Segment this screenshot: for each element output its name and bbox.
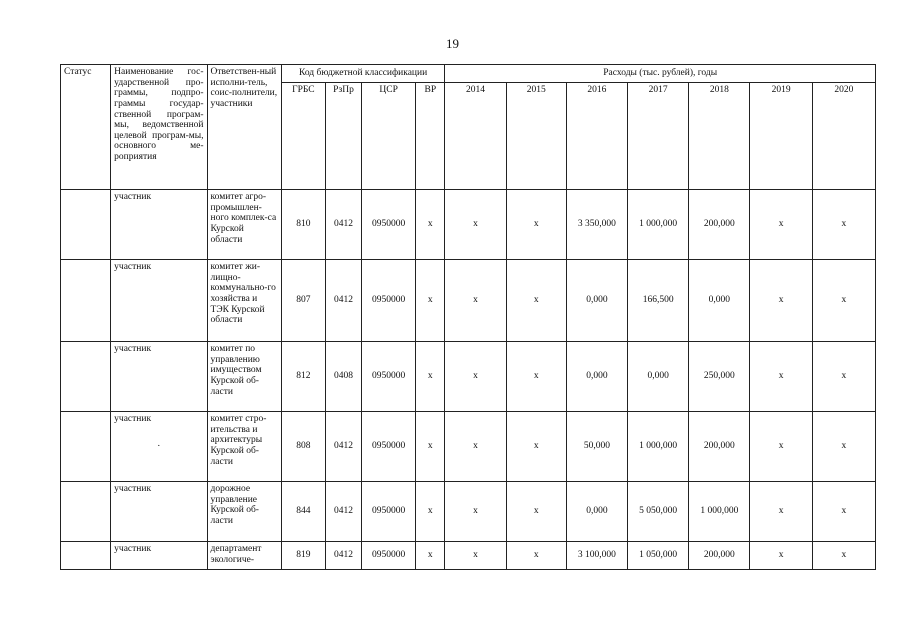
expense-2017: 1 000,000 <box>628 412 689 482</box>
page-number: 19 <box>446 36 459 51</box>
header-year-2017: 2017 <box>628 83 689 190</box>
stray-mark: . <box>157 438 161 449</box>
executor-name: комитет жи-лищно-коммунально-го хозяйства и ТЭК Курской области <box>207 260 281 342</box>
header-year-2016: 2016 <box>566 83 627 190</box>
expense-2015: х <box>506 260 566 342</box>
expense-2014: х <box>445 190 506 260</box>
expense-2017: 5 050,000 <box>628 482 689 542</box>
vr-value: х <box>416 260 445 342</box>
status-cell <box>61 482 111 542</box>
expense-2016: 3 350,000 <box>566 190 627 260</box>
status-cell <box>61 260 111 342</box>
expense-2019: х <box>750 342 812 412</box>
grbs-value: 808 <box>281 412 325 482</box>
expense-2015: х <box>506 412 566 482</box>
expense-2016: 3 100,000 <box>566 542 627 570</box>
csr-value: 0950000 <box>362 482 416 542</box>
expense-2015: х <box>506 190 566 260</box>
expense-2016: 0,000 <box>566 482 627 542</box>
vr-value: х <box>416 342 445 412</box>
expense-2018: 250,000 <box>689 342 750 412</box>
header-row-top <box>61 65 876 83</box>
header-code-grbs: ГРБС <box>281 83 325 190</box>
table-row <box>61 412 876 482</box>
table-row <box>61 260 876 342</box>
header-year-2020: 2020 <box>812 83 875 190</box>
vr-value: х <box>416 190 445 260</box>
vr-value: х <box>416 482 445 542</box>
expense-2015: х <box>506 342 566 412</box>
csr-value: 0950000 <box>362 412 416 482</box>
executor-name: дорожное управление Курской об-ласти <box>207 482 281 542</box>
rzpr-value: 0412 <box>325 482 361 542</box>
header-year-2014: 2014 <box>445 83 506 190</box>
expense-2015: х <box>506 542 566 570</box>
expense-2017: 166,500 <box>628 260 689 342</box>
status-cell <box>61 342 111 412</box>
expense-2014: х <box>445 412 506 482</box>
header-responsible: Ответствен-ный исполни-тель, соис-полнители, участники <box>207 65 281 190</box>
expense-2018: 200,000 <box>689 542 750 570</box>
expense-2016: 50,000 <box>566 412 627 482</box>
expense-2019: х <box>750 412 812 482</box>
header-expenses: Расходы (тыс. рублей), годы <box>445 65 876 83</box>
grbs-value: 810 <box>281 190 325 260</box>
table-row <box>61 342 876 412</box>
participant-type: участник <box>111 482 207 542</box>
rzpr-value: 0412 <box>325 412 361 482</box>
executor-name: комитет агро-промышлен-ного комплек-са Курской области <box>207 190 281 260</box>
expense-2018: 0,000 <box>689 260 750 342</box>
expense-2018: 200,000 <box>689 190 750 260</box>
header-year-2019: 2019 <box>750 83 812 190</box>
header-status: Статус <box>61 65 111 190</box>
header-program-name: Наименование гос-ударственной про-граммы, подпро-граммы государ-ственной програм-мы, ведомственной целевой програм-мы, основного ме-роприятия <box>111 65 207 190</box>
expense-2016: 0,000 <box>566 260 627 342</box>
header-code-rzpr: РзПр <box>325 83 361 190</box>
expense-2019: х <box>750 260 812 342</box>
expense-2020: х <box>812 412 875 482</box>
header-year-2018: 2018 <box>689 83 750 190</box>
rzpr-value: 0412 <box>325 542 361 570</box>
budget-table <box>60 64 876 570</box>
grbs-value: 819 <box>281 542 325 570</box>
participant-type: участник <box>111 260 207 342</box>
expense-2019: х <box>750 482 812 542</box>
participant-type: участник <box>111 190 207 260</box>
grbs-value: 844 <box>281 482 325 542</box>
header-code-vr: ВР <box>416 83 445 190</box>
expense-2019: х <box>750 542 812 570</box>
csr-value: 0950000 <box>362 542 416 570</box>
header-code-csr: ЦСР <box>362 83 416 190</box>
csr-value: 0950000 <box>362 342 416 412</box>
rzpr-value: 0408 <box>325 342 361 412</box>
csr-value: 0950000 <box>362 260 416 342</box>
vr-value: х <box>416 412 445 482</box>
executor-name: департамент экологиче- <box>207 542 281 570</box>
expense-2017: 1 050,000 <box>628 542 689 570</box>
rzpr-value: 0412 <box>325 260 361 342</box>
expense-2015: х <box>506 482 566 542</box>
expense-2020: х <box>812 260 875 342</box>
expense-2014: х <box>445 260 506 342</box>
rzpr-value: 0412 <box>325 190 361 260</box>
expense-2017: 0,000 <box>628 342 689 412</box>
participant-type: участник <box>111 342 207 412</box>
status-cell <box>61 190 111 260</box>
grbs-value: 812 <box>281 342 325 412</box>
executor-name: комитет стро-ительства и архитектуры Курской об-ласти <box>207 412 281 482</box>
table-row <box>61 190 876 260</box>
vr-value: х <box>416 542 445 570</box>
participant-type <box>111 412 207 482</box>
expense-2018: 1 000,000 <box>689 482 750 542</box>
table-row <box>61 482 876 542</box>
expense-2020: х <box>812 542 875 570</box>
expense-2016: 0,000 <box>566 342 627 412</box>
header-budget-code: Код бюджетной классификации <box>281 65 445 83</box>
executor-name: комитет по управлению имуществом Курской об-ласти <box>207 342 281 412</box>
expense-2014: х <box>445 342 506 412</box>
expense-2014: х <box>445 482 506 542</box>
participant-type-label: участник <box>114 414 152 424</box>
status-cell <box>61 542 111 570</box>
expense-2017: 1 000,000 <box>628 190 689 260</box>
participant-type: участник <box>111 542 207 570</box>
expense-2018: 200,000 <box>689 412 750 482</box>
csr-value: 0950000 <box>362 190 416 260</box>
status-cell <box>61 412 111 482</box>
grbs-value: 807 <box>281 260 325 342</box>
expense-2020: х <box>812 190 875 260</box>
table-row <box>61 542 876 570</box>
header-year-2015: 2015 <box>506 83 566 190</box>
expense-2019: х <box>750 190 812 260</box>
expense-2020: х <box>812 342 875 412</box>
expense-2014: х <box>445 542 506 570</box>
expense-2020: х <box>812 482 875 542</box>
